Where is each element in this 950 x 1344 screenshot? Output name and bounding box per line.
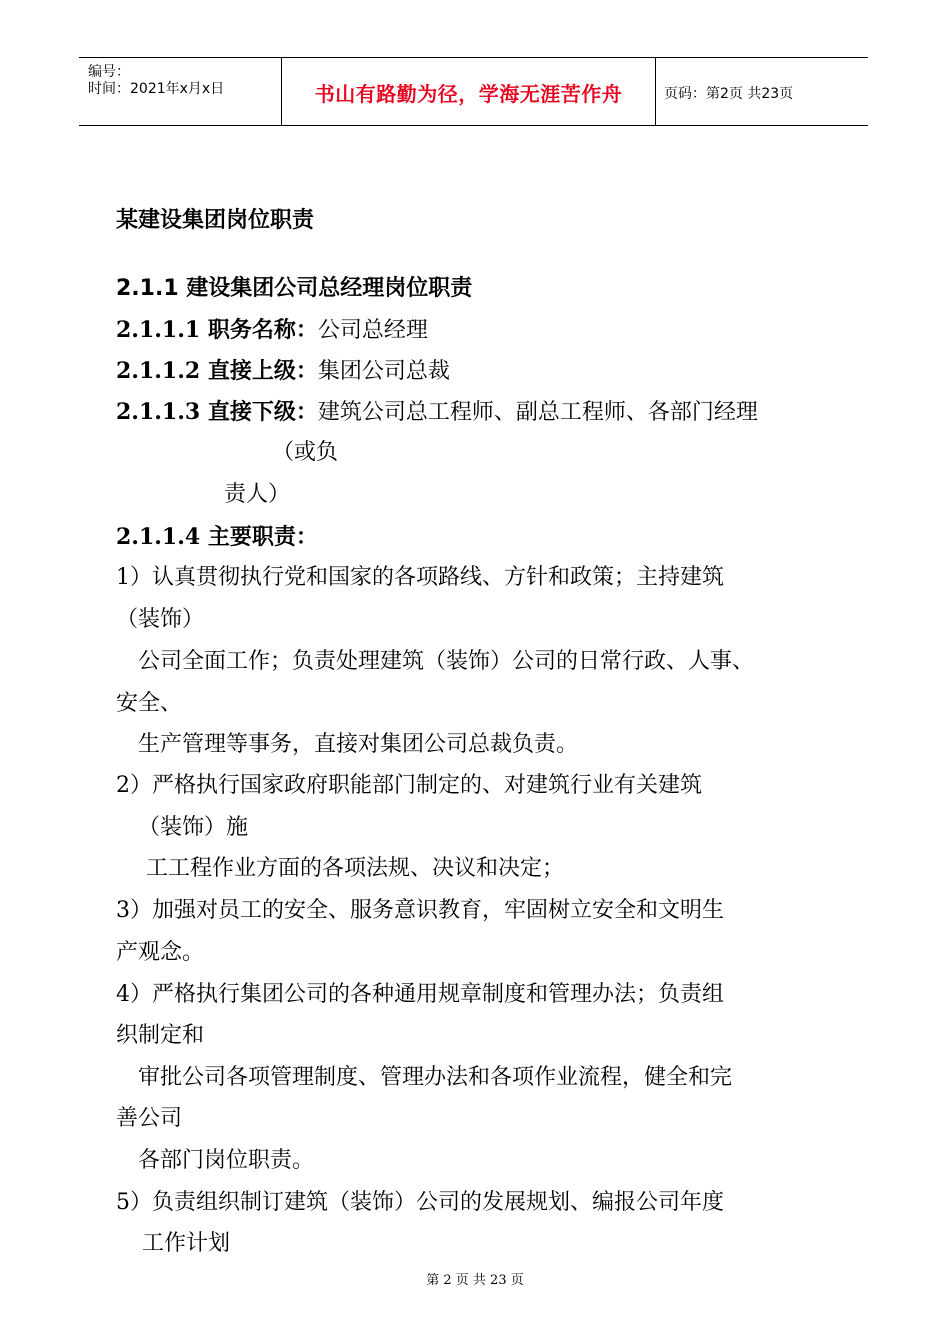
duty-line: 1）认真贯彻执行党和国家的各项路线、方针和政策；主持建筑 <box>116 565 724 590</box>
duty-line: 各部门岗位职责。 <box>138 1148 315 1173</box>
item-direct-superior <box>116 356 450 387</box>
header-motto: 书山有路勤为径，学海无涯苦作舟 <box>314 82 623 106</box>
header-page-info: 页码：第2页 共23页 <box>664 86 794 102</box>
duty-line: 公司全面工作；负责处理建筑（装饰）公司的日常行政、人事、 <box>138 649 755 674</box>
page-footer: 第 2 页 共 23 页 <box>426 1273 524 1288</box>
duty-line: 织制定和 <box>116 1023 205 1048</box>
item-label: 直接下级： <box>207 400 318 425</box>
item-job-title <box>116 315 428 346</box>
duty-line: 工工程作业方面的各项法规、决议和决定； <box>146 856 565 881</box>
duty-line: 4）严格执行集团公司的各种通用规章制度和管理办法；负责组 <box>116 982 724 1007</box>
duty-line: 工作计划 <box>142 1231 231 1256</box>
duty-line: 2）严格执行国家政府职能部门制定的、对建筑行业有关建筑 <box>116 773 702 798</box>
item-value: 集团公司总裁 <box>317 359 450 384</box>
item-label: 直接上级： <box>207 359 318 384</box>
item-number: 2.1.1.2 <box>116 358 208 384</box>
duty-line: （装饰） <box>116 607 205 632</box>
item-subordinates-continuation-2: 责人） <box>224 482 291 507</box>
item-number: 2.1.1.1 <box>116 317 208 343</box>
item-label: 职务名称： <box>207 318 318 343</box>
duties-heading <box>116 522 318 553</box>
header-center-cell <box>281 58 656 125</box>
document-title: 某建设集团岗位职责 <box>116 208 315 233</box>
item-number: 2.1.1.3 <box>116 399 208 425</box>
duties-heading-number: 2.1.1.4 <box>116 524 208 550</box>
item-direct-subordinates <box>116 397 758 428</box>
header-left-cell <box>79 58 281 125</box>
duty-line: 审批公司各项管理制度、管理办法和各项作业流程，健全和完 <box>138 1065 733 1090</box>
header-right-cell <box>655 58 868 125</box>
duty-line: 善公司 <box>116 1106 183 1131</box>
duty-line: 生产管理等事务，直接对集团公司总裁负责。 <box>138 732 579 757</box>
duty-line: 5）负责组织制订建筑（装饰）公司的发展规划、编报公司年度 <box>116 1190 724 1215</box>
item-subordinates-continuation: （或负 <box>272 440 339 465</box>
duty-line: 安全、 <box>116 691 183 716</box>
duties-heading-label: 主要职责： <box>207 525 318 550</box>
duty-line: 3）加强对员工的安全、服务意识教育，牢固树立安全和文明生 <box>116 898 724 923</box>
document-number-label: 编号： <box>88 64 130 80</box>
item-value: 建筑公司总工程师、副总工程师、各部门经理 <box>317 400 758 425</box>
document-header <box>79 57 868 126</box>
duty-line: 产观念。 <box>116 940 205 965</box>
document-date: 时间：2021年x月x日 <box>88 81 225 97</box>
section-heading: 2.1.1 建设集团公司总经理岗位职责 <box>116 276 473 301</box>
item-value: 公司总经理 <box>317 318 428 343</box>
duty-line: （装饰）施 <box>138 815 249 840</box>
